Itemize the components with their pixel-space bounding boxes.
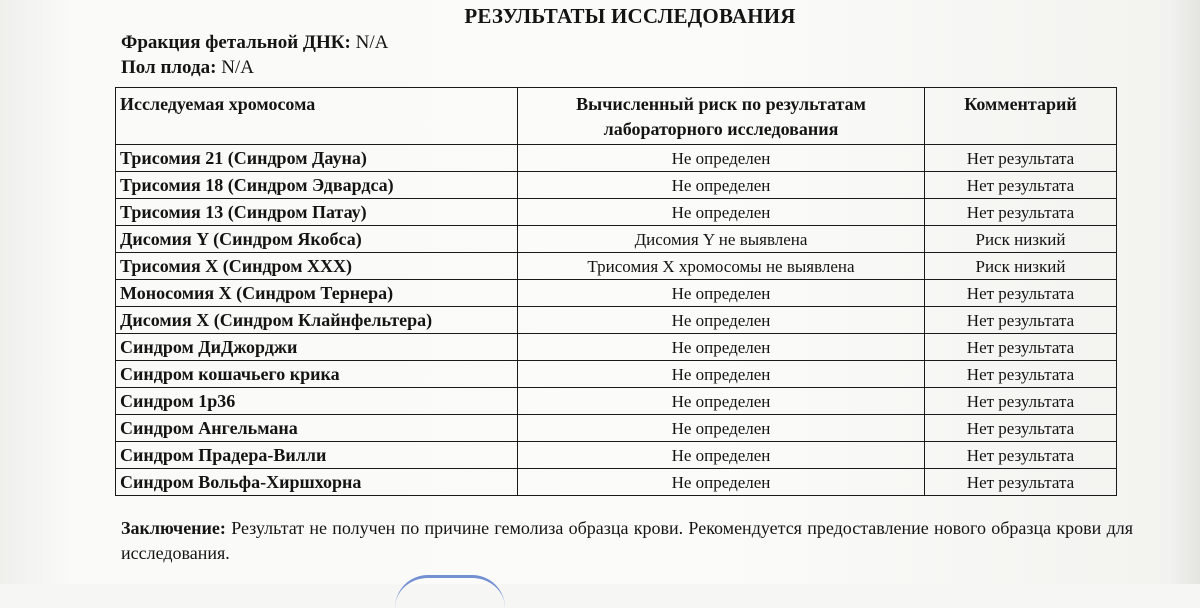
table-row xyxy=(116,469,1117,496)
chromosome-cell: Синдром Прадера-Вилли xyxy=(116,442,518,469)
chromosome-cell: Трисомия 18 (Синдром Эдвардса) xyxy=(116,172,518,199)
table-row xyxy=(116,442,1117,469)
risk-cell: Дисомия Y не выявлена xyxy=(518,226,925,253)
chromosome-cell: Синдром Ангельмана xyxy=(116,415,518,442)
chromosome-cell: Дисомия X (Синдром Клайнфельтера) xyxy=(116,307,518,334)
page-shadow-edge xyxy=(1168,0,1200,584)
table-row xyxy=(116,172,1117,199)
fetal-dna-label: Фракция фетальной ДНК: xyxy=(121,32,351,53)
comment-cell: Нет результата xyxy=(925,199,1117,226)
conclusion-label: Заключение: xyxy=(121,518,226,538)
table-header-row xyxy=(116,88,1117,145)
stamp-edge xyxy=(395,575,505,608)
comment-cell: Риск низкий xyxy=(925,226,1117,253)
comment-cell: Нет результата xyxy=(925,388,1117,415)
comment-cell: Нет результата xyxy=(925,442,1117,469)
fetal-sex xyxy=(121,57,254,79)
comment-cell: Нет результата xyxy=(925,334,1117,361)
table-row xyxy=(116,415,1117,442)
table-row xyxy=(116,253,1117,280)
risk-cell: Не определен xyxy=(518,199,925,226)
comment-cell: Риск низкий xyxy=(925,253,1117,280)
risk-cell: Не определен xyxy=(518,307,925,334)
risk-cell: Не определен xyxy=(518,388,925,415)
risk-cell: Не определен xyxy=(518,280,925,307)
header-chromosome: Исследуемая хромосома xyxy=(116,88,518,145)
table-row xyxy=(116,307,1117,334)
conclusion xyxy=(121,516,1133,566)
table-row xyxy=(116,388,1117,415)
results-table-body xyxy=(116,145,1117,496)
fetal-dna-fraction xyxy=(121,32,388,54)
comment-cell: Нет результата xyxy=(925,280,1117,307)
risk-cell: Не определен xyxy=(518,334,925,361)
risk-cell: Не определен xyxy=(518,415,925,442)
table-row xyxy=(116,226,1117,253)
fetal-sex-value: N/A xyxy=(221,57,254,78)
table-row xyxy=(116,361,1117,388)
risk-cell: Не определен xyxy=(518,442,925,469)
comment-cell: Нет результата xyxy=(925,469,1117,496)
chromosome-cell: Трисомия 21 (Синдром Дауна) xyxy=(116,145,518,172)
risk-cell: Не определен xyxy=(518,145,925,172)
fetal-dna-value: N/A xyxy=(355,32,389,53)
chromosome-cell: Трисомия 13 (Синдром Патау) xyxy=(116,199,518,226)
chromosome-cell: Дисомия Y (Синдром Якобса) xyxy=(116,226,518,253)
table-row xyxy=(116,199,1117,226)
chromosome-cell: Синдром Вольфа-Хиршхорна xyxy=(116,469,518,496)
chromosome-cell: Синдром 1p36 xyxy=(116,388,518,415)
fetal-sex-label: Пол плода: xyxy=(121,57,217,78)
results-table xyxy=(115,87,1117,496)
conclusion-text: Результат не получен по причине гемолиза образца крови. Рекомендуется предоставление нового образца крови для исследования. xyxy=(121,518,1133,563)
risk-cell: Не определен xyxy=(518,172,925,199)
chromosome-cell: Моносомия X (Синдром Тернера) xyxy=(116,280,518,307)
comment-cell: Нет результата xyxy=(925,172,1117,199)
table-row xyxy=(116,334,1117,361)
comment-cell: Нет результата xyxy=(925,307,1117,334)
risk-cell: Не определен xyxy=(518,361,925,388)
table-row xyxy=(116,145,1117,172)
chromosome-cell: Синдром ДиДжорджи xyxy=(116,334,518,361)
comment-cell: Нет результата xyxy=(925,145,1117,172)
chromosome-cell: Синдром кошачьего крика xyxy=(116,361,518,388)
comment-cell: Нет результата xyxy=(925,415,1117,442)
header-risk: Вычисленный риск по результатам лабораторного исследования xyxy=(518,88,925,145)
table-row xyxy=(116,280,1117,307)
document-title: РЕЗУЛЬТАТЫ ИССЛЕДОВАНИЯ xyxy=(464,4,796,28)
header-comment: Комментарий xyxy=(925,88,1117,145)
risk-cell: Не определен xyxy=(518,469,925,496)
chromosome-cell: Трисомия X (Синдром XXX) xyxy=(116,253,518,280)
comment-cell: Нет результата xyxy=(925,361,1117,388)
risk-cell: Трисомия X хромосомы не выявлена xyxy=(518,253,925,280)
